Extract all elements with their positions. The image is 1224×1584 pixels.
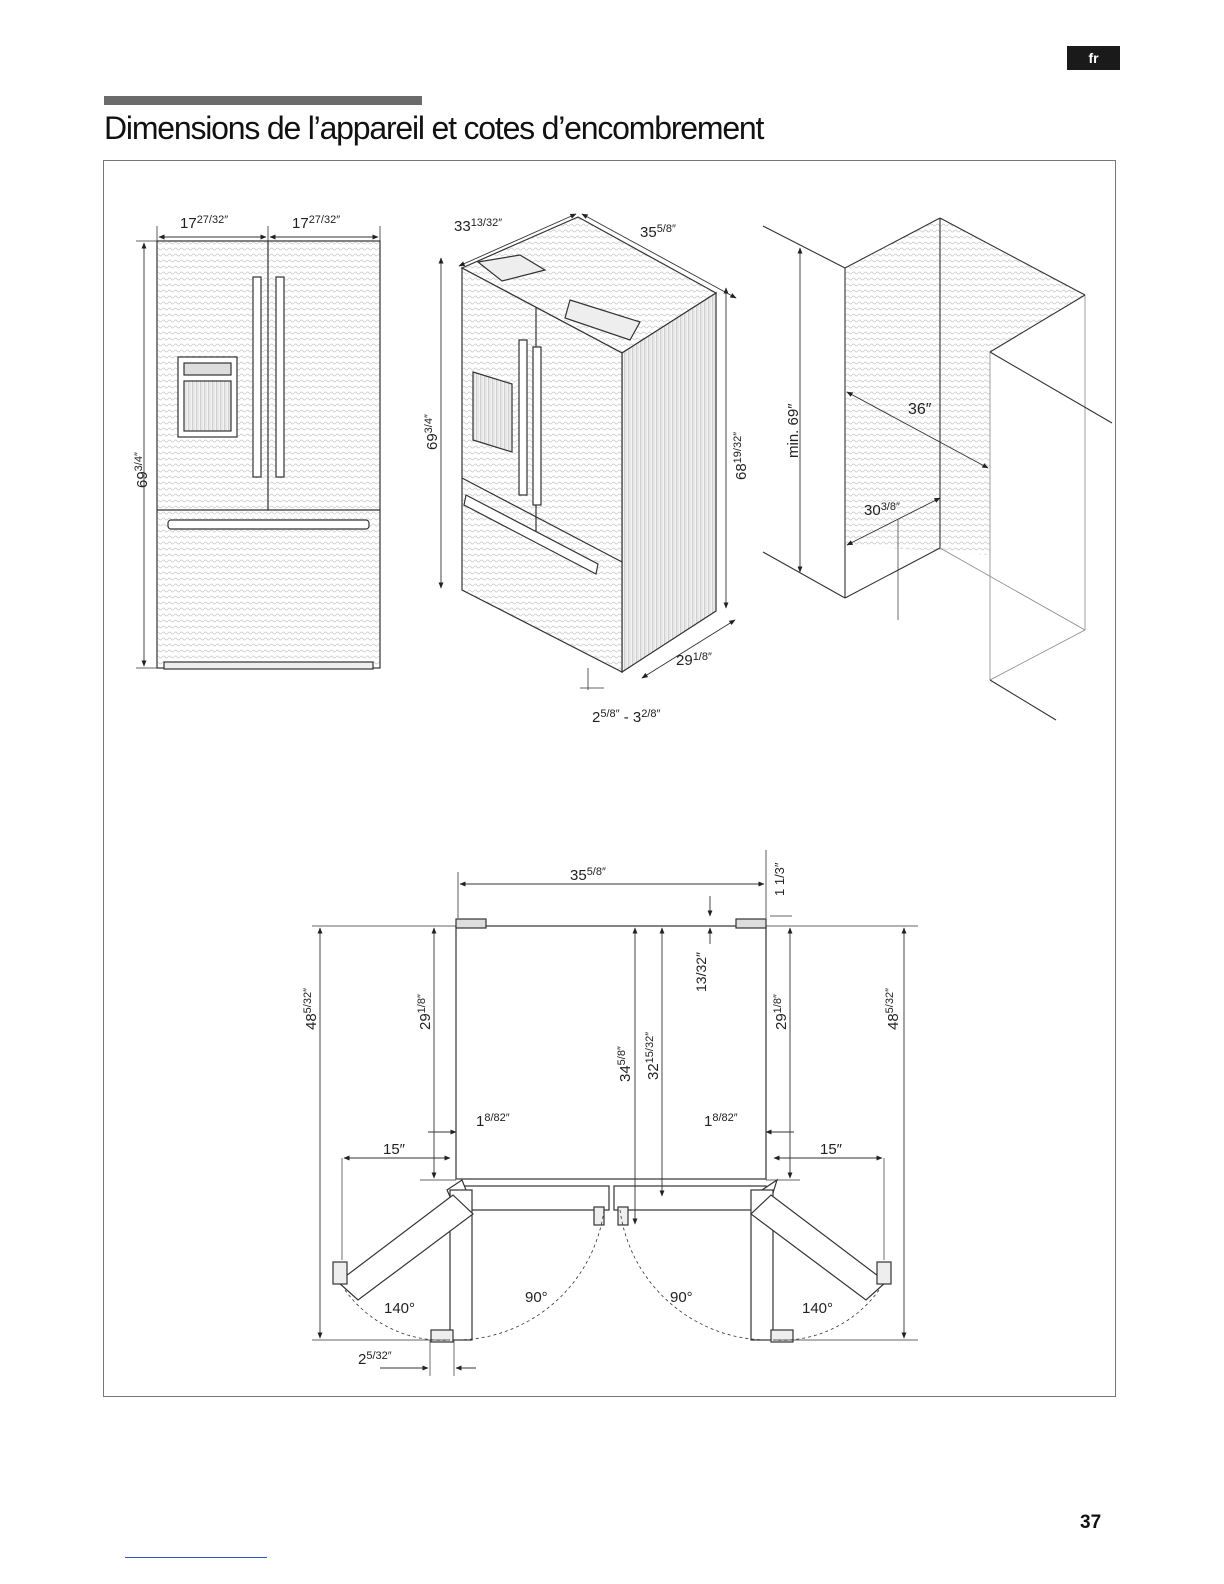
iso-view: [441, 214, 736, 690]
iso-side-label: $29^{1/8''}$: [676, 651, 712, 669]
language-badge: fr: [1067, 46, 1120, 70]
plan-outer-depth-left-label: $48^{5/32''}$: [302, 988, 320, 1030]
page-title: Dimensions de l’appareil et cotes d’encombrement: [104, 110, 764, 146]
plan-outer-depth-right-label: $48^{5/32''}$: [884, 988, 902, 1030]
iso-width-label: $35^{5/8''}$: [640, 223, 676, 241]
iso-height-left-label: $69^{3/4''}$: [423, 414, 441, 450]
front-width-right-label: $17^{27/32''}$: [292, 214, 341, 232]
plan-handle-gap-label: 13/32″: [693, 952, 709, 992]
plan-bottom-gap-label: $2^{5/32''}$: [358, 1350, 392, 1368]
plan-angle-inner-left-label: 90°: [525, 1289, 548, 1306]
plan-clearance-left-label: 15″: [383, 1141, 405, 1158]
plan-depth-closed-label: $32^{15/32''}$: [644, 1031, 662, 1080]
plan-body-depth-right-label: $29^{1/8''}$: [772, 994, 790, 1030]
plan-angle-inner-right-label: 90°: [670, 1289, 693, 1306]
plan-clearance-right-label: 15″: [820, 1141, 842, 1158]
plan-angle-outer-left-label: 140°: [384, 1300, 416, 1317]
front-view: [136, 226, 380, 669]
iso-depth-label: $33^{13/32''}$: [454, 217, 503, 235]
footer-link-underline: [125, 1557, 267, 1558]
iso-gap-label: $2^{5/8''} - 3^{2/8''}$: [592, 708, 661, 726]
iso-height-right-label: $68^{19/32''}$: [732, 431, 750, 480]
plan-view: [312, 850, 918, 1376]
front-width-left-label: $17^{27/32''}$: [180, 214, 229, 232]
niche-width-label: 36″: [908, 401, 932, 418]
niche-view: [763, 218, 1112, 720]
plan-width-label: $35^{5/8''}$: [570, 866, 606, 884]
plan-angle-outer-right-label: 140°: [802, 1300, 834, 1317]
page-number: 37: [1080, 1512, 1102, 1533]
front-height-label: $69^{3/4''}$: [133, 452, 151, 488]
plan-depth-open-label: $34^{5/8''}$: [616, 1046, 634, 1082]
plan-body-depth-left-label: $29^{1/8''}$: [416, 994, 434, 1030]
niche-depth-label: $30^{3/8''}$: [864, 501, 900, 519]
plan-side-gap-right-label: $1^{8/82''}$: [704, 1112, 738, 1130]
plan-top-gap-label: 1 1/3″: [772, 862, 787, 896]
plan-side-gap-left-label: $1^{8/82''}$: [476, 1112, 510, 1130]
niche-min-height-label: min. 69″: [785, 403, 802, 458]
